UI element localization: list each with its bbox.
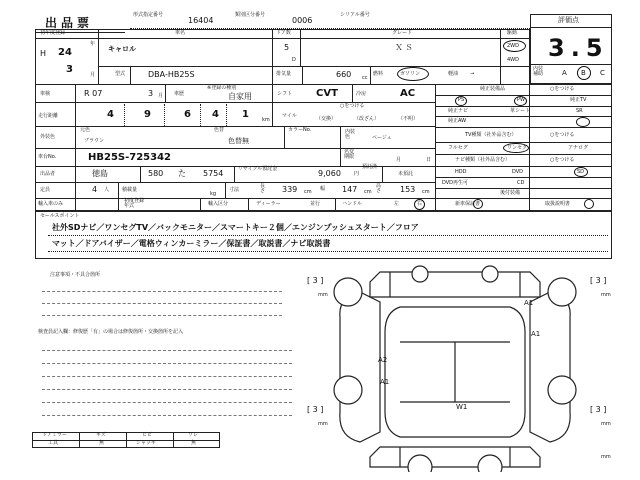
navi-sd: SD <box>577 169 585 175</box>
cond-header-3: ヒビ <box>142 432 153 438</box>
usage-label: 車歴 <box>174 91 185 97</box>
mileage-unit: km <box>262 117 270 123</box>
mark-a1-bottom: A1 <box>380 378 390 386</box>
car-name-label: 車名 <box>175 30 186 36</box>
recycle-value: 9,060 <box>318 169 341 178</box>
handle-left: 左 <box>394 201 400 207</box>
plate-digits: 5754 <box>203 169 224 178</box>
tv-analog: アナログ <box>568 145 589 151</box>
mileage-digit-4: 4 <box>212 109 219 120</box>
exhibitor-region: 徳島 <box>92 169 108 178</box>
cond-header-4: ワレ <box>188 432 199 438</box>
sales-point-line-1: 社外SDナビ／ワンセグTV／バックモニター／スマートキー２個／エンジンプッシュスタート／フロア <box>52 223 419 232</box>
rating-label: 評価点 <box>558 16 579 24</box>
chassis-label: 車台No. <box>38 154 57 160</box>
inspector-label: 検査員記入欄：修復歴「有」の場合は修復箇所・交換箇所を記入 <box>38 329 184 335</box>
inspection-label: 車検 <box>40 91 51 97</box>
plate-kana: た <box>178 169 186 178</box>
cond-header-1: ドアミラー <box>42 432 67 438</box>
capacity-unit: 人 <box>104 187 110 193</box>
year: 24 <box>58 47 72 58</box>
navi-dvd: DVD <box>512 169 524 175</box>
mileage-note-3: （不明） <box>398 116 419 122</box>
mileage-note-1: （交換） <box>316 116 337 122</box>
inspection-month-unit: 月 <box>158 93 164 99</box>
mileage-circle-hint: ○をつける <box>340 103 365 109</box>
recycle-label: リサイクル預託金 <box>238 166 278 172</box>
usage-note: ※登録の種別 <box>207 85 237 91</box>
import-first-reg: 初度登録年式 <box>124 198 145 209</box>
equip-pw: PW <box>517 97 525 103</box>
grade-c: C <box>600 69 605 77</box>
mark-a1-right: A1 <box>524 299 534 307</box>
cond-header-2: キズ <box>96 432 106 438</box>
capacity-value: 4 <box>92 185 98 194</box>
form-no-label: 形式指定番号 <box>133 12 164 18</box>
recycle-note: 預託済 <box>362 164 378 170</box>
equip-ps: PS <box>458 97 465 103</box>
month-unit: 月 <box>90 72 96 78</box>
serial-label: シリアル番号 <box>340 12 370 18</box>
equipment-hint: ○をつける <box>550 86 575 92</box>
dim-bottom-right: [ 3 ] <box>590 405 607 414</box>
paint-label: 色替 <box>214 127 225 133</box>
grade-label: グレード <box>392 30 413 36</box>
fuel-label: 燃料 <box>373 71 384 77</box>
navi-title: ナビ種類（社外品含む） <box>455 157 511 163</box>
mileage-digit-5: 1 <box>242 109 249 120</box>
mileage-digit-1: 4 <box>107 109 114 120</box>
navi-hdd: HDD <box>455 169 467 175</box>
width-unit: cm <box>364 189 372 195</box>
handle-right: 右 <box>417 201 423 207</box>
load-label: 積載量 <box>122 187 138 193</box>
grade-a: A <box>562 69 567 77</box>
navi-hint: ○をつける <box>550 157 575 163</box>
warranty-cert: 新車保証書 <box>455 201 481 207</box>
cc-unit: cc <box>362 75 368 81</box>
form-no: 16404 <box>188 16 214 25</box>
length-unit: cm <box>304 189 312 195</box>
chassis-value: HB25S-725342 <box>88 152 172 163</box>
drive-4wd: 4WD <box>507 57 519 63</box>
width-value: 147 <box>342 185 358 194</box>
shift-label: シフト <box>277 91 293 97</box>
inspection-month: 3 <box>148 89 154 98</box>
mark-a1-center: A1 <box>531 330 541 338</box>
tv-fullseg: フルセグ <box>448 145 468 151</box>
equip-aw: 純正AW <box>448 118 467 124</box>
class-no: 0006 <box>292 16 313 25</box>
usage: 自家用 <box>228 92 252 101</box>
capacity-label: 定員 <box>40 187 51 193</box>
length-label: 長さ <box>260 183 266 194</box>
class-no-label: 類別区分番号 <box>235 12 266 18</box>
equip-leather: 革シート <box>510 108 531 114</box>
height-unit: cm <box>422 189 430 195</box>
dim-bottom-right-unit: mm <box>601 421 611 427</box>
dim-bottom-left: [ 3 ] <box>307 405 324 414</box>
dvd-playback: DVD再生可 <box>442 180 469 186</box>
month: 3 <box>66 64 73 75</box>
grade-b: B <box>581 69 586 77</box>
dim-bottom-left-unit: mm <box>318 421 328 427</box>
original-color-label: 元色 <box>80 127 91 133</box>
car-name: キャロル <box>108 45 136 53</box>
equip-sr: SR <box>576 108 583 114</box>
exterior-label: 外装色 <box>40 134 56 140</box>
cert-circle <box>473 199 483 209</box>
manual-label: 取扱説明書 <box>545 201 571 207</box>
handle-label: ハンドル <box>342 201 363 207</box>
drive-label: 駆動 <box>507 30 518 36</box>
tv-oneseg: ワンセグ <box>507 145 528 151</box>
shift: CVT <box>316 88 338 99</box>
tv-hint: ○をつける <box>550 132 575 138</box>
cond-value-3: ジャッキ <box>136 440 156 446</box>
import-parallel: 並行 <box>310 201 321 207</box>
first-reg-label: 初年度登録 <box>40 30 66 36</box>
fuel-light: 軽油 <box>448 71 459 77</box>
sales-point-line-2: マット／ドアバイザー／電格ウィンカーミラー／保証書／取説書／ナビ取説書 <box>52 239 331 248</box>
import-dealer: ディーラー <box>256 201 281 207</box>
ac-label: 冷房 <box>356 91 367 97</box>
interior-color: ベージュ <box>372 135 392 141</box>
cond-value-4: 無 <box>191 440 197 446</box>
dim-top-left: [ 3 ] <box>307 276 324 285</box>
width-label: 幅 <box>320 186 326 192</box>
expiry-month: 月 <box>396 157 402 163</box>
cd-label: CD <box>517 180 525 186</box>
mark-a2: A2 <box>378 356 388 364</box>
paint-value: 色替無 <box>228 137 249 145</box>
original-color: ブラウン <box>84 138 105 144</box>
cond-value-1: 工具 <box>48 440 59 446</box>
interior-color-label: 内装色 <box>345 129 356 140</box>
manual-circle <box>584 199 594 209</box>
equipment-title: 純正装備品 <box>480 86 506 92</box>
mileage-label: 走行距離 <box>38 113 59 119</box>
dim-corner-unit: mm <box>601 454 611 460</box>
doors-label: ドア数 <box>276 30 291 36</box>
rating-score: 3.5 <box>548 34 609 62</box>
inspection-era: R 07 <box>84 89 103 98</box>
caution-label: 注意事項・不具合箇所 <box>50 272 101 278</box>
dim-top-right: [ 3 ] <box>590 276 607 285</box>
mileage-note-2: （改ざん） <box>354 116 380 122</box>
doors: 5 <box>284 43 290 52</box>
dim-top-right-unit: mm <box>601 292 611 298</box>
mile-label: マイル <box>282 113 297 119</box>
load-unit: kg <box>210 191 217 197</box>
car-diagram <box>300 262 630 472</box>
dim-top-left-unit: mm <box>318 292 328 298</box>
grade: ＸＳ <box>395 43 415 52</box>
mileage-digit-2: 9 <box>144 109 151 120</box>
import-label: 輸入車のみ <box>38 201 64 207</box>
recycle-unpaid: 未預託 <box>398 171 414 177</box>
tv-title: TV種類（社外品含む） <box>465 132 517 138</box>
equip-tv: 純正TV <box>570 97 587 103</box>
rear-title: 後付装備 <box>500 190 521 196</box>
page-title: 出品票 <box>45 16 94 30</box>
model: DBA-HB25S <box>148 70 195 79</box>
displacement: 660 <box>336 70 352 79</box>
plate-number: 580 <box>148 169 164 178</box>
interior-grade-label: 内装補助 <box>533 66 544 77</box>
era: H <box>40 49 47 58</box>
sales-point-label: セールスポイント <box>40 213 80 219</box>
exhibitor-label: 出品者 <box>40 171 56 177</box>
cond-value-2: 無 <box>99 440 105 446</box>
year-unit: 年 <box>90 41 96 47</box>
model-label: 型式 <box>115 71 126 77</box>
fuel-gasoline: ガソリン <box>400 71 421 77</box>
equip-navi: 純正ナビ <box>448 108 469 114</box>
color-no-label: カラーNo. <box>288 127 312 133</box>
import-type-label: 輸入区分 <box>208 201 229 207</box>
mileage-digit-3: 6 <box>184 109 191 120</box>
ac: AC <box>400 88 416 99</box>
length-value: 339 <box>282 185 298 194</box>
dim-label: 寸法 <box>229 187 240 193</box>
displacement-label: 排気量 <box>276 71 292 77</box>
expiry-label: 名変期限 <box>344 149 355 160</box>
expiry-day: 日 <box>426 157 432 163</box>
height-value: 153 <box>400 185 416 194</box>
door-suffix: D <box>292 57 296 63</box>
mark-w1: W1 <box>456 403 468 411</box>
recycle-unit: 円 <box>354 171 360 177</box>
height-label: 高さ <box>376 183 382 194</box>
drive-2wd: 2WD <box>507 43 519 49</box>
